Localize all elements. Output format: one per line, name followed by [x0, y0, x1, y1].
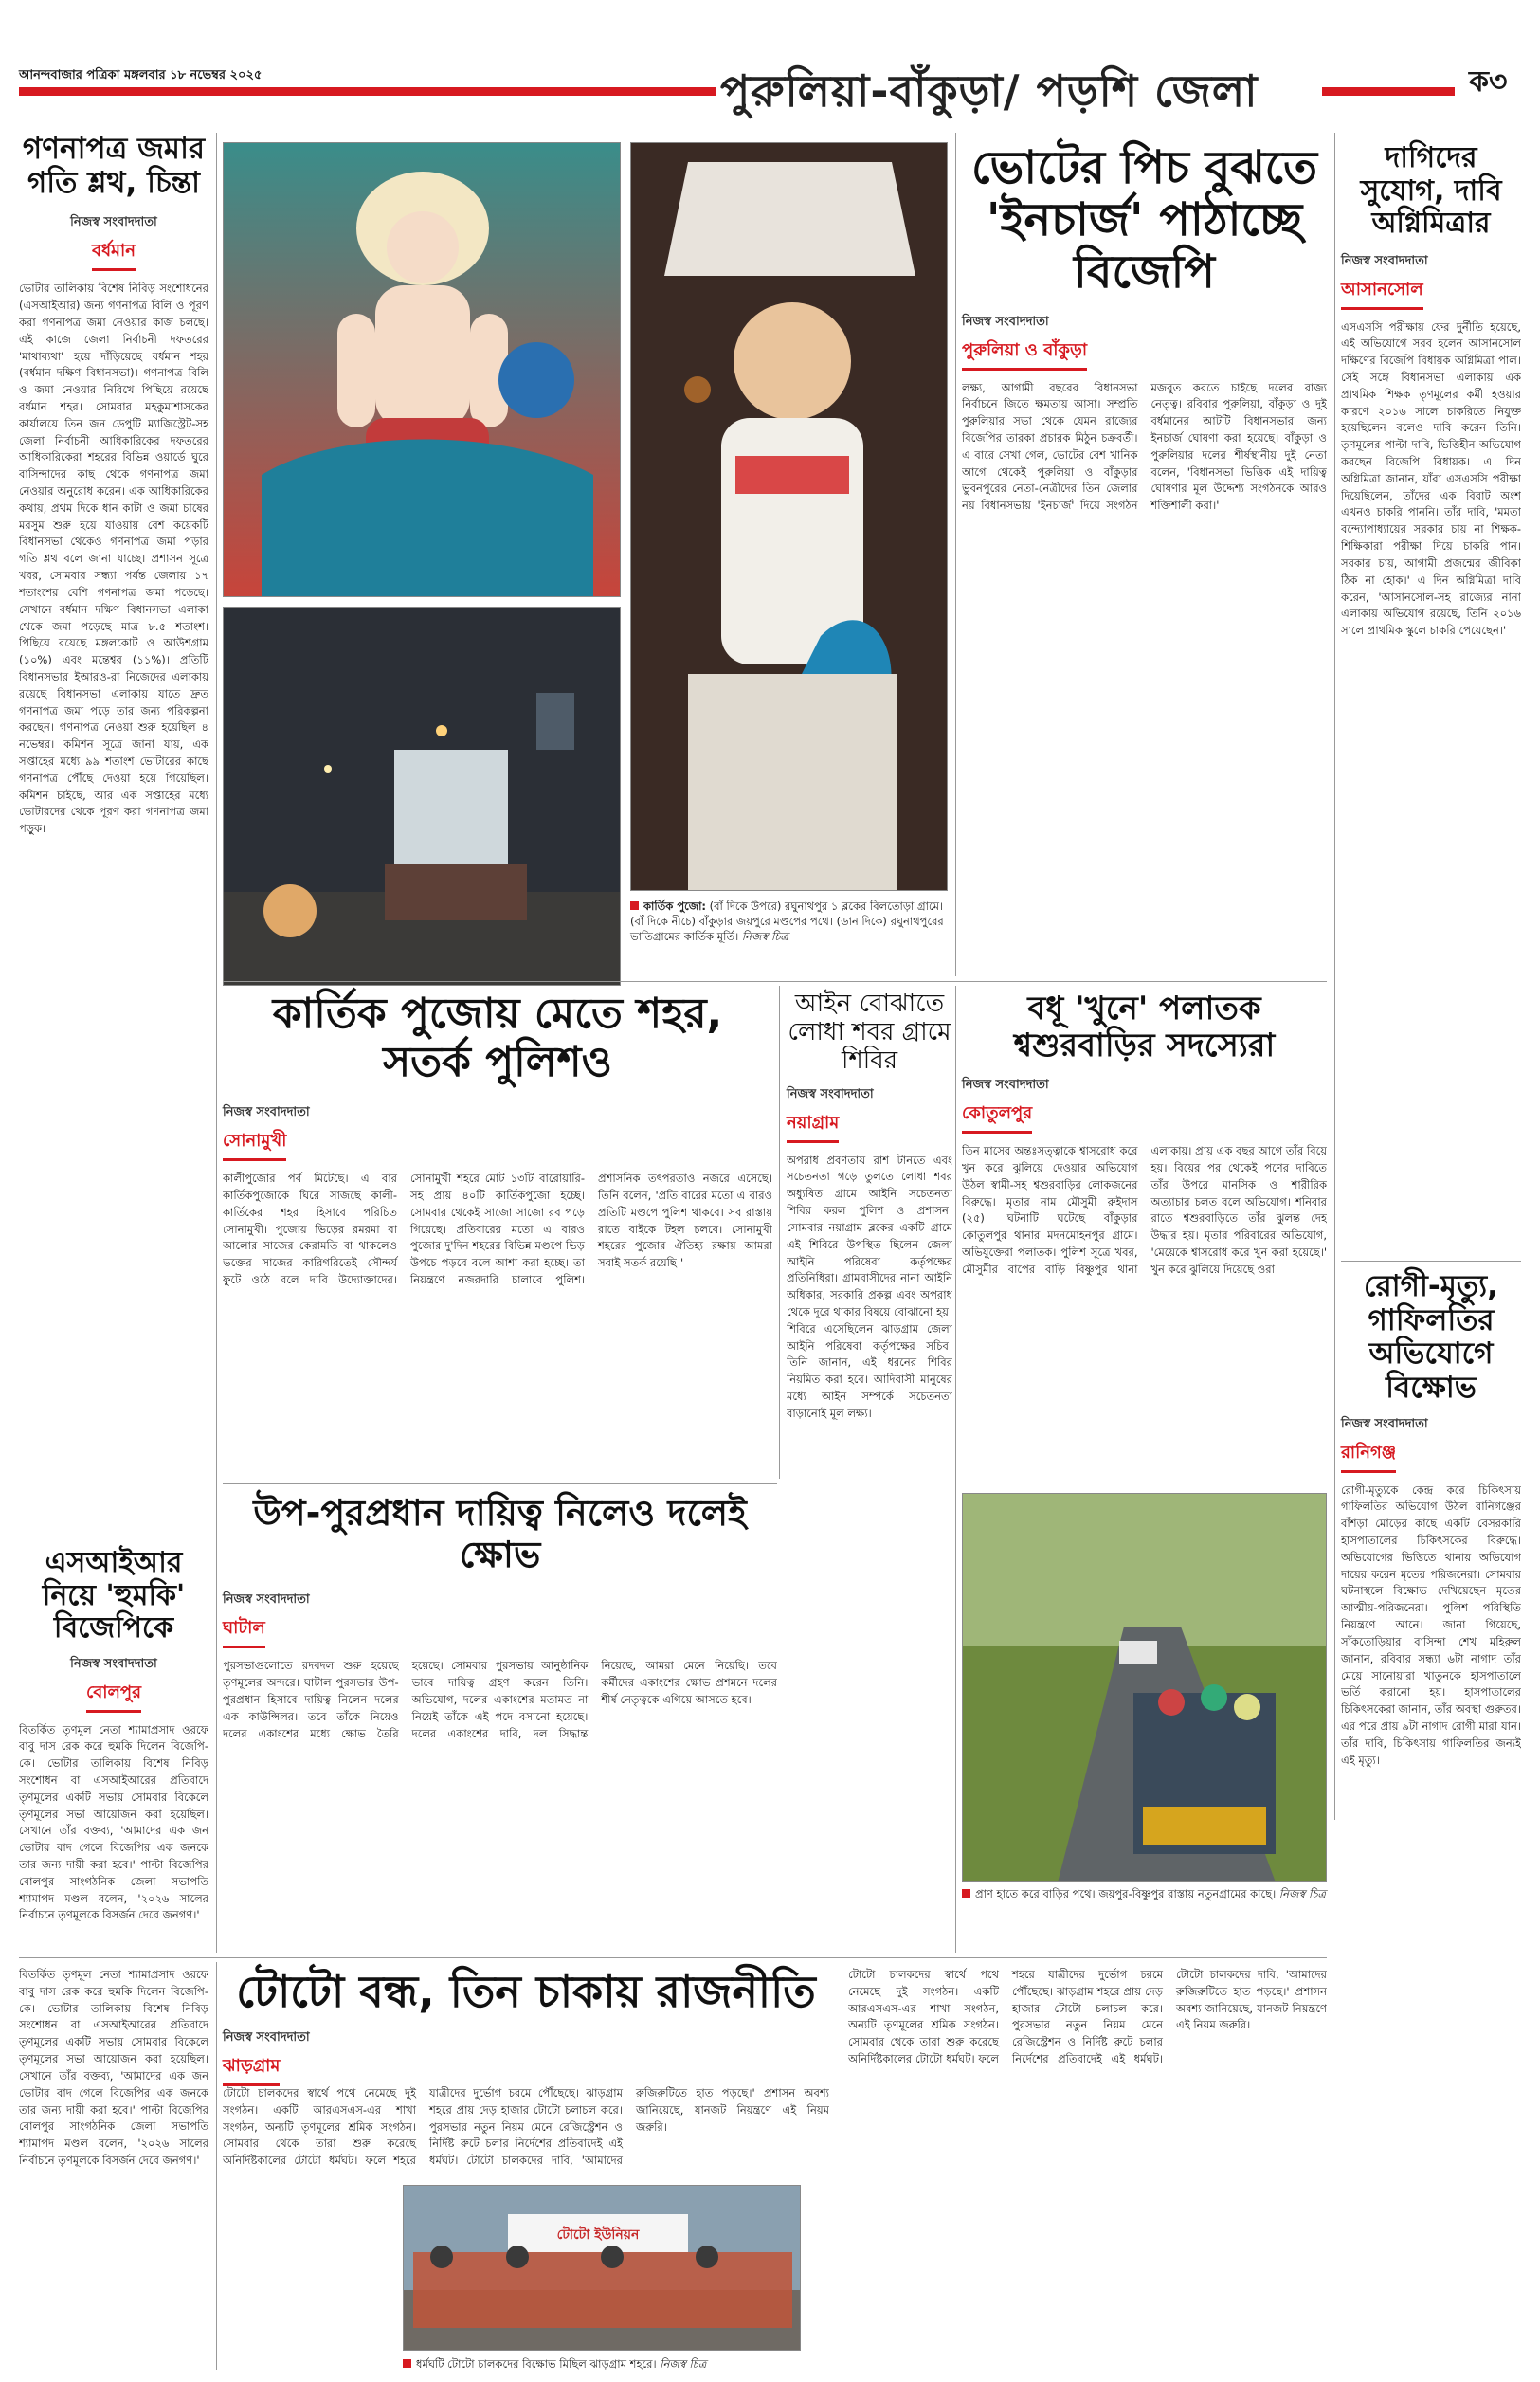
article-body: পুরসভাগুলোতে রদবদল শুরু হয়েছে তৃণমূলের অন্দরে। ঘাটাল পুরসভার উপ-পুরপ্রধান হিসাবে দায়িত্ব নিলেন দলের এক কাউন্সিলর। তবে তাঁকে নিয়েও দলের একাংশের মধ্যে ক্ষোভ তৈরি হয়েছে। সোমবার পুরসভায় আনুষ্ঠানিক ভাবে দায়িত্ব গ্রহণ করেন তিনি। অভিযোগ, দলের একাংশের মতামত না নিয়েই তাঁকে এই পদে বসানো হয়েছে। দলের একাংশের দাবি, দল সিদ্ধান্ত নিয়েছে, আমরা মেনে নিয়েছি। তবে কর্মীদের একাংশের ক্ষোভ প্রশমনে দলের শীর্ষ নেতৃত্বকে এগিয়ে আসতে হবে।	[223, 1659, 777, 1740]
masthead-date	[19, 66, 262, 86]
masthead-rule	[19, 87, 716, 96]
column-rule	[216, 133, 217, 1953]
article-ganana	[19, 133, 208, 1649]
karthik-idol-photo-right	[630, 142, 948, 891]
article-body: এসএসসি পরীক্ষায় ফের দুর্নীতি হয়েছে, এই অভিযোগে সরব হলেন আসানসোল দক্ষিণের বিজেপি বিধায়ক অগ্নিমিত্রা পাল। সেই সঙ্গে বিধানসভা এলাকায় এক প্রাথমিক শিক্ষক তৃণমূলের কর্মী হওয়ার কারণে ২০১৬ সালে চাকরিতে নিযুক্ত হয়েছিলেন বলেও দাবি করেন তিনি। তৃণমূলের পাল্টা দাবি, ভিত্তিহীন অভিযোগ করছেন বিজেপি বিধায়ক। এ দিন অগ্নিমিত্রা জানান, যাঁরা এসএসসি পরীক্ষা দিয়েছিলেন, তাঁদের এক বিরাট অংশ এখনও চাকরি পাননি। তাঁর দাবি, 'মমতা বন্দ্যোপাধ্যায়ের সরকার চায় না শিক্ষক-শিক্ষিকারা পরীক্ষা দিয়ে চাকরি পান। সরকার চায়, আগামী প্রজন্মের জীবিকা ঠিক না হোক।' এ দিন অগ্নিমিত্রা দাবি করেন, 'আসানসোল-সহ রাজ্যের নানা এলাকায় অভিযোগ রয়েছে, তিনি ২০১৬ সালে প্রাথমিক স্কুলে চাকরি পেয়েছেন।'	[1341, 319, 1521, 638]
article-karthik-puja	[223, 991, 772, 1479]
article-body: বিতর্কিত তৃণমূল নেতা শ্যামাপ্রসাদ ওরফে বাবু দাস রেক করে হুমকি দিলেন বিজেপি-কে। ভোটার তালিকায় বিশেষ নিবিড় সংশোধন বা এসআইআরের প্রতিবাদে তৃণমূলের একটি সভায় সোমবার বিকেলে তৃণমূলের সভা আয়োজন করা হয়েছিল। সেখানে তাঁর বক্তব্য, 'আমাদের এক জন ভোটার বাদ গেলে বিজেপির এক জনকে তার জন্য দায়ী করা হবে।' পাল্টা বিজেপির বোলপুর সাংগঠনিক জেলা সভাপতি শ্যামাপদ মণ্ডল বলেন, '২০২৬ সালের নির্বাচনে তৃণমূলকে বিসর্জন দেবে জনগণ।'	[19, 1722, 208, 1922]
column-rule	[955, 133, 956, 976]
byline: নিজস্ব সংবাদদাতা	[962, 1078, 1049, 1093]
toto-protest-photo	[403, 2185, 801, 2351]
section-title: পুরুলিয়া-বাঁকুড়া/ পড়শি জেলা	[720, 65, 1259, 117]
headline: রোগী-মৃত্যু, গাফিলতির অভিযোগে বিক্ষোভ	[1364, 1269, 1498, 1405]
photo-credit: নিজস্ব চিত্র	[1278, 1887, 1326, 1900]
article-badhu	[962, 991, 1327, 1483]
byline: নিজস্ব সংবাদদাতা	[787, 1086, 874, 1101]
issue-date: মঙ্গলবার ১৮ নভেম্বর ২০২৫	[123, 68, 263, 82]
paper-name: আনন্দবাজার পত্রিকা	[19, 68, 120, 82]
article-rogi	[1341, 1270, 1521, 2379]
article-body: অপরাধ প্রবণতায় রাশ টানতে এবং সচেতনতা গড়ে তুলতে লোধা শবর অধ্যুষিত গ্রামে আইনি সচেতনতা শিবির করল পুলিশ ও প্রশাসন। সোমবার নয়াগ্রাম ব্লকের একটি গ্রামে এই শিবিরে উপস্থিত ছিলেন জেলা আইনি পরিষেবা কর্তৃপক্ষের প্রতিনিধিরা। গ্রামবাসীদের নানা আইনি অধিকার, সরকারি প্রকল্প এবং অপরাধ থেকে দূরে থাকার বিষয়ে বোঝানো হয়। শিবিরে এসেছিলেন ঝাড়গ্রাম জেলা আইনি পরিষেবা কর্তৃপক্ষের সচিব। তিনি জানান, এই ধরনের শিবির নিয়মিত করা হবে। আদিবাসী মানুষের মধ্যে আইন সম্পর্কে সচেতনতা বাড়ানোই মূল লক্ষ্য।	[787, 1153, 952, 1420]
column-rule	[1334, 133, 1335, 1820]
caption-marker	[630, 901, 639, 910]
dateline-place: ঘাটাল	[223, 1614, 265, 1648]
jaypur-road-photo	[962, 1493, 1327, 1882]
protest-banner: টোটো ইউনিয়ন	[556, 2227, 640, 2243]
caption-text: প্রাণ হাতে করে বাড়ির পথে। জয়পুর-বিষ্ণুপুর রাস্তায় নতুনগ্রামের কাছে।	[975, 1887, 1277, 1900]
karthik-idol-photo-top-left	[223, 142, 621, 597]
article-upa-pradhan	[223, 1493, 777, 1953]
article-body: টোটো চালকদের স্বার্থে পথে নেমেছে দুই সংগঠন। একটি আরএসএস-এর শাখা সংগঠন, অন্যটি তৃণমূলের শ্রমিক সংগঠন। সোমবার থেকে তারা শুরু করেছে অনির্দিষ্টকালের টোটো ধর্মঘট। ফলে শহরে যাত্রীদের দুর্ভোগ চরমে পৌঁছেছে। ঝাড়গ্রাম শহরে প্রায় দেড় হাজার টোটো চলাচল করে। পুরসভার নতুন নিয়ম মেনে রেজিস্ট্রেশন ও নির্দিষ্ট রুটে চলার নির্দেশের প্রতিবাদেই এই ধর্মঘট। টোটো চালকদের দাবি, 'আমাদের রুজিরুটিতে হাত পড়ছে।' প্রশাসন অবশ্য জানিয়েছে, যানজট নিয়ন্ত্রণে এই নিয়ম জরুরি।	[223, 2086, 829, 2168]
page-number: ক৩	[1469, 65, 1508, 99]
byline: নিজস্ব সংবাদদাতা	[223, 1592, 310, 1608]
article-body: কালীপুজোর পর্ব মিটেছে। এ বার কার্তিকপুজোকে ঘিরে সাজছে কালী-কার্তিকের শহর হিসাবে পরিচিত সোনামুখী। পুজোয় ভিড়ের রমরমা বা আলোর সাজের কেরামতি বা থাকলেও ভক্তের সাজের কারিগরিতেই সৌন্দর্য ফুটে ওঠে বলে দাবি উদ্যোক্তাদের। সোনামুখী শহরে মোট ১৩টি বারোয়ারি-সহ প্রায় ৪০টি কার্তিকপুজো হচ্ছে। সোমবার থেকেই সাজো সাজো রব পড়ে গিয়েছে। প্রতিবারের মতো এ বারও পুজোর দু'দিন শহরের বিভিন্ন মণ্ডপে ভিড় উপচে পড়বে বলে আশা করা হচ্ছে। তা নিয়ন্ত্রণে নজরদারি চালাবে পুলিশ। প্রশাসনিক তৎপরতাও নজরে এসেছে। তিনি বলেন, 'প্রতি বারের মতো এ বারও প্রতিটি মণ্ডপে পুলিশ থাকবে। সব রাস্তায় রাতে বাইকে টহল চলবে। সোনামুখী শহরের পুজোর ঐতিহ্য রক্ষায় আমরা সবাই সতর্ক রয়েছি।'	[223, 1172, 772, 1287]
dateline-place: পুরুলিয়া ও বাঁকুড়া	[962, 336, 1087, 371]
dateline-place: কোতুলপুর	[962, 1100, 1032, 1134]
article-body-continued: টোটো চালকদের স্বার্থে পথে নেমেছে দুই সংগঠন। একটি আরএসএস-এর শাখা সংগঠন, অন্যটি তৃণমূলের শ্রমিক সংগঠন। সোমবার থেকে তারা শুরু করেছে অনির্দিষ্টকালের টোটো ধর্মঘট। ফলে শহরে যাত্রীদের দুর্ভোগ চরমে পৌঁছেছে। ঝাড়গ্রাম শহরে প্রায় দেড় হাজার টোটো চলাচল করে। পুরসভার নতুন নিয়ম মেনে রেজিস্ট্রেশন ও নির্দিষ্ট রুটে চলার নির্দেশের প্রতিবাদেই এই ধর্মঘট। টোটো চালকদের দাবি, 'আমাদের রুজিরুটিতে হাত পড়ছে।' প্রশাসন অবশ্য জানিয়েছে, যানজট নিয়ন্ত্রণে এই নিয়ম জরুরি।	[848, 1968, 1327, 2066]
dateline-place: বর্ধমান	[92, 237, 136, 271]
byline: নিজস্ব সংবাদদাতা	[223, 2029, 310, 2045]
article-lodha	[787, 991, 952, 1953]
photo-credit: নিজস্ব চিত্র	[660, 2357, 707, 2371]
article-body: লক্ষ্য, আগামী বছরের বিধানসভা নির্বাচনে জিতে ক্ষমতায় আসা। সম্প্রতি পুরুলিয়ার সভা থেকে যেমন রাজ্যের বিজেপির তারকা প্রচারক মিঠুন চক্রবর্তী। এ বারে সেখা গেল, ভোটের বেশ খানিক আগে থেকেই পুরুলিয়া ও বাঁকুড়ার ভুবনপুরের নেতা-নেত্রীদের তিন জেলার নয় বিধানসভায় 'ইনচার্জ' দিয়ে সংগঠন মজবুত করতে চাইছে দলের রাজ্য নেতৃত্ব। রবিবার পুরুলিয়া, বাঁকুড়া ও দুই বর্ধমানের আটটি বিধানসভার জন্য ইনচার্জ ঘোষণা করা হয়েছে। বাঁকুড়া ও পুরুলিয়ার দলের শীর্ষস্থানীয় দুই নেতা বলেন, 'বিধানসভা ভিত্তিক এই দায়িত্ব ঘোষণার মূল উদ্দেশ্য সংগঠনকে আরও শক্তিশালী করা।'	[962, 380, 1327, 513]
masthead-rule-right	[1322, 87, 1455, 96]
divider	[223, 981, 1327, 982]
byline: নিজস্ব সংবাদদাতা	[223, 1105, 310, 1120]
article-body: রোগী-মৃত্যুকে কেন্দ্র করে চিকিৎসায় গাফিলতির অভিযোগ উঠল রানিগঞ্জের বাঁশড়া মোড়ের কাছে একটি বেসরকারি হাসপাতালের চিকিৎসকের বিরুদ্ধে। অভিযোগের ভিত্তিতে থানায় অভিযোগ দায়ের করেন মৃতের পরিজনেরা। সোমবার ঘটনাস্থলে বিক্ষোভ দেখিয়েছেন মৃতের আত্মীয়-পরিজনেরা। পুলিশ পরিস্থিতি নিয়ন্ত্রণে আনে। জানা গিয়েছে, সাঁকতোড়িয়ার বাসিন্দা শেখ মহিরুল জানান, রবিবার সন্ধ্যা ৬টা নাগাদ তাঁর মেয়ে সানোয়ারা খাতুনকে হাসপাতালে ভর্তি করানো হয়। হাসপাতালের চিকিৎসকেরা জানান, তাঁর অবস্থা গুরুতর। এর পরে প্রায় ৯টা নাগাদ রোগী মারা যান। তাঁর দাবি, চিকিৎসায় গাফিলতির জন্যই এই মৃত্যু।	[1341, 1482, 1521, 1767]
caption-label: কার্তিক পুজো:	[643, 900, 706, 913]
byline: নিজস্ব সংবাদদাতা	[70, 1656, 157, 1671]
headline: কার্তিক পুজোয় মেতে শহর, সতর্ক পুলিশও	[272, 990, 723, 1086]
headline: বধূ 'খুনে' পলাতক শ্বশুরবাড়ির সদস্যেরা	[1013, 990, 1276, 1065]
headline: আইন বোঝাতে লোধা শবর গ্রামে শিবির	[788, 990, 951, 1075]
karthik-photo-caption	[630, 899, 948, 944]
article-incharge	[962, 142, 1327, 976]
dateline-place: বোলপুর	[86, 1679, 141, 1713]
headline: ভোটের পিচ বুঝতে 'ইনচার্জ' পাঠাচ্ছে বিজেপি	[971, 141, 1317, 300]
headline: এসআইআর নিয়ে 'হুমকি' বিজেপিকে	[42, 1546, 186, 1645]
toto-photo-caption	[403, 2356, 801, 2372]
article-body: তিন মাসের অন্তঃসত্ত্বাকে শ্বাসরোধ করে খুন করে ঝুলিয়ে দেওয়ার অভিযোগ উঠল স্বামী-সহ শ্বশুরবাড়ির লোকজনের বিরুদ্ধে। মৃতার নাম মৌসুমী রুইদাস (২৫)। ঘটনাটি ঘটেছে বাঁকুড়ার কোতুলপুর থানার মদনমোহনপুর গ্রামে। অভিযুক্তেরা পলাতক। পুলিশ সূত্রে খবর, মৌসুমীর বাপের বাড়ি বিষ্ণুপুর থানা এলাকায়। প্রায় এক বছর আগে তাঁর বিয়ে হয়। বিয়ের পর থেকেই পণের দাবিতে তাঁর উপরে মানসিক ও শারীরিক অত্যাচার চলত বলে অভিযোগ। শনিবার রাতে শ্বশুরবাড়িতে তাঁর ঝুলন্ত দেহ উদ্ধার হয়। মৃতার পরিবারের অভিযোগ, 'মেয়েকে শ্বাসরোধ করে খুন করা হয়েছে।' খুন করে ঝুলিয়ে দিয়েছে ওরা।	[962, 1144, 1327, 1276]
article-body-continued: বিতর্কিত তৃণমূল নেতা শ্যামাপ্রসাদ ওরফে বাবু দাস রেক করে হুমকি দিলেন বিজেপি-কে। ভোটার তালিকায় বিশেষ নিবিড় সংশোধন বা এসআইআরের প্রতিবাদে তৃণমূলের একটি সভায় সোমবার বিকেলে তৃণমূলের সভা আয়োজন করা হয়েছিল। সেখানে তাঁর বক্তব্য, 'আমাদের এক জন ভোটার বাদ গেলে বিজেপির এক জনকে তার জন্য দায়ী করা হবে।' পাল্টা বিজেপির বোলপুর সাংগঠনিক জেলা সভাপতি শ্যামাপদ মণ্ডল বলেন, '২০২৬ সালের নির্বাচনে তৃণমূলকে বিসর্জন দেবে জনগণ।'	[19, 1968, 208, 2167]
headline: উপ-পুরপ্রধান দায়িত্ব নিলেও দলেই ক্ষোভ	[253, 1492, 747, 1575]
divider	[1341, 1261, 1521, 1262]
article-sir-humki	[19, 1547, 208, 1950]
headline: গণনাপত্র জমার গতি শ্লথ, চিন্তা	[22, 132, 206, 200]
byline: নিজস্ব সংবাদদাতা	[1341, 1416, 1428, 1431]
byline: নিজস্ব সংবাদদাতা	[70, 215, 157, 230]
dateline-place: সোনামুখী	[223, 1127, 286, 1161]
article-body: ভোটার তালিকায় বিশেষ নিবিড় সংশোধনের (এসআইআর) জন্য গণনাপত্র বিলি ও পূরণ করা গণনাপত্র জমা নেওয়ার কাজ চলছে। এই কাজে জেলা নির্বাচনী দফতরের 'মাথাব্যথা' হয়ে দাঁড়িয়েছে বর্ধমান শহর (বর্ধমান দক্ষিণ বিধানসভা)। গণনাপত্র বিলি ও জমা নেওয়ার নিরিখে পিছিয়ে রয়েছে বর্ধমান শহর। সোমবার মহকুমাশাসকের কার্যালয়ে তিন জন ডেপুটি ম্যাজিস্ট্রেট-সহ জেলা নির্বাচনী আধিকারিকের দফতরের আধিকারিকেরা শহরের বিভিন্ন ওয়ার্ডে ঘুরে বাসিন্দাদের কাছ থেকে গণনাপত্র জমা নেওয়ার অনুরোধ করেন। এক আধিকারিকের কথায়, প্রথম দিকে ধান কাটা ও জমা চাষের মরসুম শুরু হয়ে যাওয়ায় বেশ কয়েকটি বিধানসভা থেকেও গণনাপত্র জমা পড়ার গতি শ্লথ বলে জানা যাচ্ছে। প্রশাসন সূত্রে খবর, সোমবার সন্ধ্যা পর্যন্ত জেলায় ১৭ শতাংশের বেশি গণনাপত্র জমা পড়েছে। সেখানে বর্ধমান দক্ষিণ বিধানসভা এলাকা থেকে জমা পড়েছে মাত্র ৮.৫ শতাংশ। পিছিয়ে রয়েছে মঙ্গলকোট ও আউশগ্রাম (১০%) এবং মন্তেশ্বর (১১%)। প্রতিটি বিধানসভার ইআরও-রা নিজেদের এলাকায় রয়েছে বিধানসভা এলাকায় যাতে দ্রুত গণনাপত্র জমা পড়ে তার জন্য পরিকল্পনা করছেন। গণনাপত্র নেওয়া শুরু হয়েছিল ৪ নভেম্বর। কমিশন সূত্রে জানা যায়, এক সপ্তাহের মধ্যে ৯৯ শতাংশ ভোটারের কাছে গণনাপত্র পৌঁছে দেওয়া হয়ে গিয়েছিল। কমিশন চাইছে, আর এক সপ্তাহের মধ্যে ভোটারদের থেকে পূরণ করা গণনাপত্র জমা পড়ুক।	[19, 282, 208, 836]
masthead	[19, 59, 1521, 116]
dateline-place: ঝাড়গ্রাম	[223, 2052, 280, 2086]
caption-text: ধর্মঘটি টোটো চালকদের বিক্ষোভ মিছিল ঝাড়গ্রাম শহরে।	[416, 2357, 657, 2371]
dateline-place: রানিগঞ্জ	[1341, 1439, 1396, 1473]
column-rule	[216, 1962, 217, 2370]
caption-marker	[403, 2359, 411, 2368]
dateline-place: আসানসোল	[1341, 276, 1423, 310]
headline: টোটো বন্ধ, তিন চাকায় রাজনীতি	[236, 1966, 816, 2017]
headline: দাগিদের সুযোগ, দাবি অগ্নিমিত্রার	[1360, 141, 1502, 240]
jaypur-photo-caption	[962, 1886, 1327, 1901]
byline: নিজস্ব সংবাদদাতা	[962, 314, 1049, 329]
column-rule	[955, 986, 956, 1953]
caption-text: (বাঁ দিকে উপরে) রঘুনাথপুর ১ ব্লকের বিলতোড়া গ্রামে। (বাঁ দিকে নীচে) বাঁকুড়ার জয়পুরে মণ্ডপের পথে। (ডান দিকে) রঘুনাথপুরের ভাতিগ্রামের কার্তিক মূর্তি।	[630, 900, 944, 944]
article-toto-left	[19, 1967, 208, 2365]
photo-credit: নিজস্ব চিত্র	[741, 930, 788, 944]
divider	[19, 1957, 1327, 1958]
divider	[223, 1483, 777, 1484]
dateline-place: নয়াগ্রাম	[787, 1109, 839, 1143]
article-agnimitra	[1341, 142, 1521, 1251]
byline: নিজস্ব সংবাদদাতা	[1341, 253, 1428, 268]
caption-marker	[962, 1889, 970, 1898]
karthik-procession-photo	[223, 607, 621, 986]
column-rule	[779, 986, 780, 1479]
